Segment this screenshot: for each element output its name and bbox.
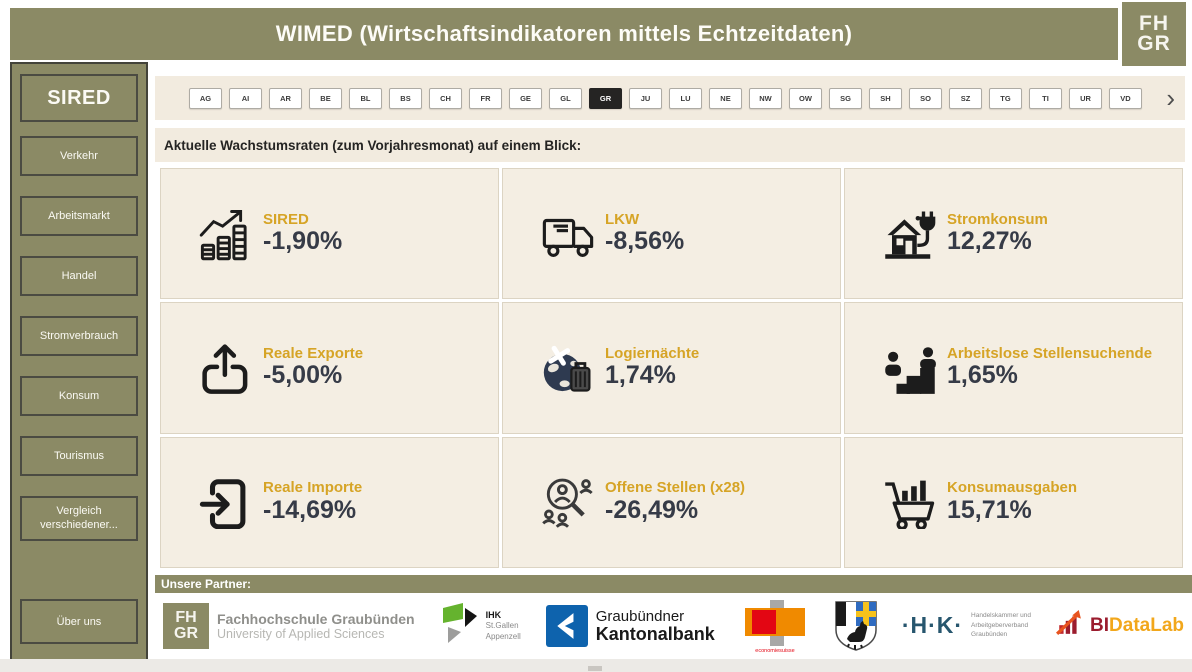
canton-button-gl[interactable]: GL: [549, 88, 582, 109]
sidebar-item-konsum[interactable]: [20, 376, 138, 416]
canton-button-lu[interactable]: LU: [669, 88, 702, 109]
sidebar-item-ueber-uns[interactable]: [20, 599, 138, 644]
canton-button-ar[interactable]: AR: [269, 88, 302, 109]
app-header: [10, 8, 1118, 60]
tile-value: -8,56%: [605, 227, 685, 256]
canton-button-ch[interactable]: CH: [429, 88, 462, 109]
tile-label: Konsumausgaben: [947, 479, 1078, 497]
canton-button-be[interactable]: BE: [309, 88, 342, 109]
gkb-logo-icon: [546, 605, 588, 647]
tile-value: 15,71%: [947, 495, 1032, 524]
sidebar-item-label: Konsum: [58, 390, 100, 402]
tile-value: -5,00%: [263, 361, 343, 390]
partner-name: IHK: [485, 609, 502, 620]
sidebar-item-label: Handel: [61, 270, 97, 282]
page-title: WIMED (Wirtschaftsindikatoren mittels Echtzeitdaten): [275, 21, 853, 46]
tile-value: 1,74%: [605, 361, 676, 390]
tile-value: 1,65%: [947, 361, 1018, 390]
chart-growth-icon: [197, 205, 255, 263]
fhgr-logo: FH GR: [1122, 2, 1186, 66]
tile-value: -1,90%: [263, 227, 343, 256]
tile-value: 12,27%: [947, 227, 1032, 256]
people-search-icon: [539, 473, 597, 531]
tile-label: LKW: [605, 210, 640, 228]
partner-wordmark: economiesuisse: [755, 647, 795, 654]
partner-subtitle: University of Applied Sciences: [217, 626, 385, 641]
tile-value: -26,49%: [605, 495, 699, 524]
sidebar-item-arbeitsmarkt[interactable]: [20, 196, 138, 236]
tile-label: Offene Stellen (x28): [605, 479, 746, 497]
graubuenden-coat-of-arms-icon: [835, 601, 877, 651]
truck-icon: [539, 205, 597, 263]
chevron-right-icon[interactable]: ›: [1166, 83, 1175, 113]
hk-wordmark: ·H·K·: [901, 611, 964, 638]
tile-stromkonsum[interactable]: [844, 168, 1183, 299]
tile-konsumausgaben[interactable]: [844, 437, 1183, 568]
canton-button-vd[interactable]: VD: [1109, 88, 1142, 109]
economiesuisse-logo-icon: [740, 598, 810, 654]
tile-label: Reale Importe: [263, 479, 363, 497]
canton-button-so[interactable]: SO: [909, 88, 942, 109]
partner-fhgr: [163, 603, 415, 649]
people-steps-icon: [881, 339, 939, 397]
canton-button-ur[interactable]: UR: [1069, 88, 1102, 109]
canton-button-gr[interactable]: GR: [589, 88, 622, 109]
partner-strip: [155, 593, 1192, 658]
tile-value: -14,69%: [263, 495, 357, 524]
sidebar-item-label: Über uns: [56, 615, 102, 628]
tile-reale-importe[interactable]: [160, 437, 499, 568]
sidebar-item-verkehr[interactable]: [20, 136, 138, 176]
canton-button-tg[interactable]: TG: [989, 88, 1022, 109]
fhgr-partner-logo: FH GR: [163, 603, 209, 649]
tile-lkw[interactable]: [502, 168, 841, 299]
partner-gkb: Graubündner Kantonalbank: [546, 605, 715, 647]
canton-button-ge[interactable]: GE: [509, 88, 542, 109]
tile-reale-exporte[interactable]: [160, 302, 499, 433]
partner-ihk: IHK St.Gallen Appenzell: [440, 601, 521, 650]
sidebar: [10, 62, 148, 666]
sidebar-item-label: Stromverbrauch: [39, 330, 119, 342]
tile-label: Arbeitslose Stellensuchende: [947, 344, 1153, 362]
canton-button-ne[interactable]: NE: [709, 88, 742, 109]
export-icon: [197, 339, 255, 397]
tile-logiernaechte[interactable]: [502, 302, 841, 433]
kpi-tile-grid: [160, 168, 1183, 568]
section-heading: Aktuelle Wachstumsraten (zum Vorjahresmonat) auf einem Blick:: [155, 128, 1185, 162]
partner-hk: ·H·K· Handelskammer und Arbeitgeberverband Graubünden: [901, 611, 1032, 639]
canton-button-sg[interactable]: SG: [829, 88, 862, 109]
canton-button-ju[interactable]: JU: [629, 88, 662, 109]
canton-button-bs[interactable]: BS: [389, 88, 422, 109]
ihk-logo-icon: [440, 601, 478, 650]
canton-button-nw[interactable]: NW: [749, 88, 782, 109]
sidebar-item-label: SIRED: [47, 86, 111, 109]
partner-name: Fachhochschule Graubünden: [217, 610, 415, 627]
sidebar-item-label: Vergleich verschiedener...: [40, 504, 118, 531]
house-plug-icon: [881, 205, 939, 263]
canton-button-ag[interactable]: AG: [189, 88, 222, 109]
scrollbar-thumb[interactable]: [588, 666, 602, 671]
sidebar-item-label: Tourismus: [53, 450, 105, 462]
canton-button-ai[interactable]: AI: [229, 88, 262, 109]
import-icon: [197, 473, 255, 531]
sidebar-item-stromverbrauch[interactable]: [20, 316, 138, 356]
sidebar-item-vergleich[interactable]: [20, 496, 138, 541]
tile-label: Logiernächte: [605, 344, 700, 362]
partner-bidatalab: BIDataLab: [1056, 610, 1184, 641]
canton-selector-strip: [155, 76, 1185, 120]
sidebar-item-tourismus[interactable]: [20, 436, 138, 476]
sidebar-item-label: Verkehr: [60, 150, 98, 162]
tile-label: Stromkonsum: [947, 210, 1048, 228]
tile-label: Reale Exporte: [263, 344, 364, 362]
tile-offene-stellen[interactable]: [502, 437, 841, 568]
partner-economiesuisse: [740, 598, 810, 654]
canton-button-bl[interactable]: BL: [349, 88, 382, 109]
tile-label: SIRED: [263, 210, 309, 228]
tile-arbeitslose[interactable]: [844, 302, 1183, 433]
tile-sired[interactable]: [160, 168, 499, 299]
canton-selector: [189, 88, 1160, 109]
sidebar-item-label: Arbeitsmarkt: [48, 210, 110, 222]
sidebar-item-handel[interactable]: [20, 256, 138, 296]
partner-bar-heading: Unsere Partner:: [155, 575, 1192, 593]
canton-button-ow[interactable]: OW: [789, 88, 822, 109]
canton-button-fr[interactable]: FR: [469, 88, 502, 109]
sidebar-item-sired[interactable]: [20, 74, 138, 122]
travel-globe-icon: [539, 339, 597, 397]
shopping-cart-icon: [881, 473, 939, 531]
partner-graubuenden-arms: [835, 601, 877, 651]
canton-button-sz[interactable]: SZ: [949, 88, 982, 109]
bidatalab-logo-icon: [1056, 610, 1082, 641]
canton-button-ti[interactable]: TI: [1029, 88, 1062, 109]
canton-button-sh[interactable]: SH: [869, 88, 902, 109]
